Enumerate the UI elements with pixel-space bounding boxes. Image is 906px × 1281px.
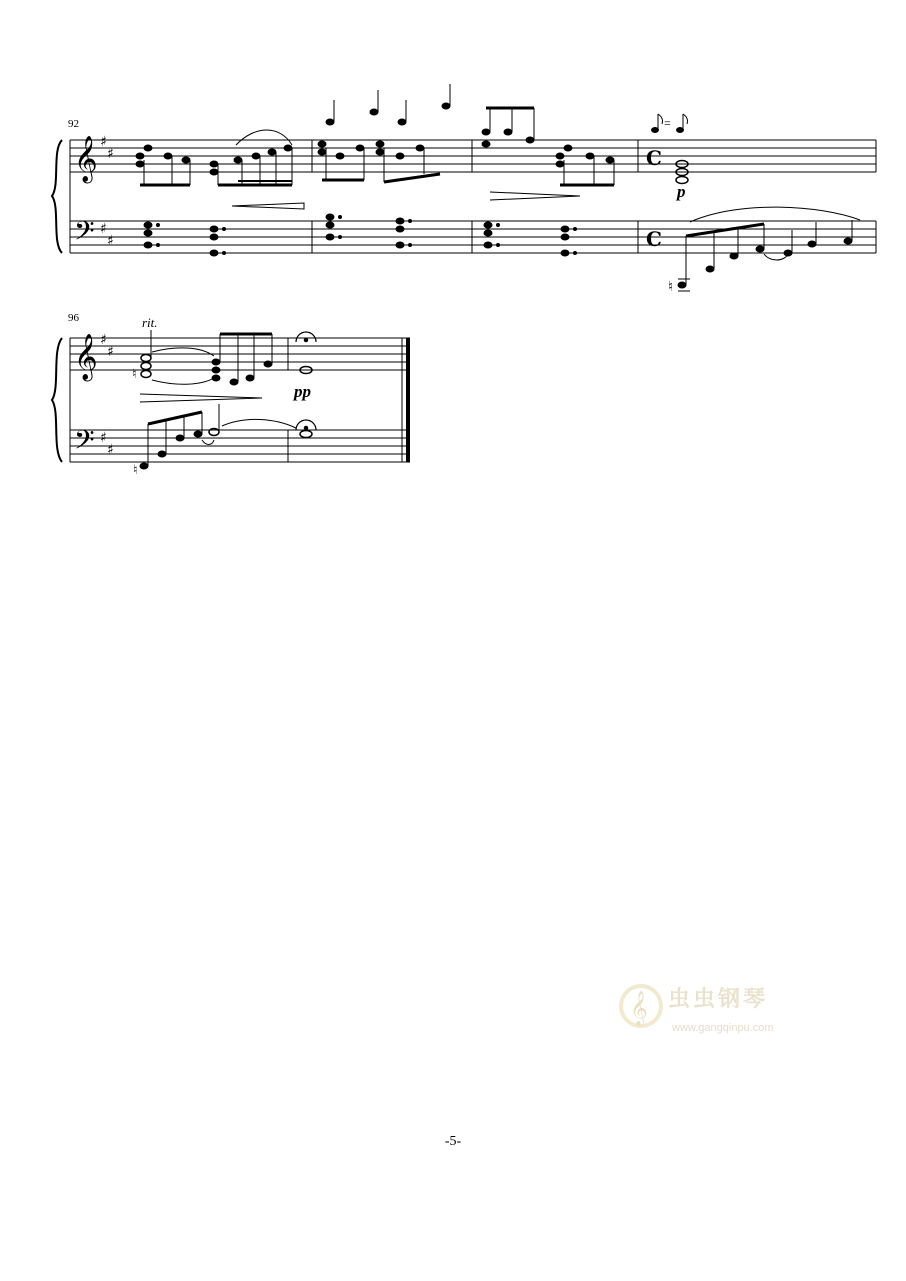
treble-clef-icon: 𝄞 (74, 136, 98, 182)
dynamic-marking-p: p (677, 182, 686, 201)
treble-staff-2 (70, 338, 410, 370)
measure-96-bass (133, 404, 296, 478)
natural-icon: ♮ (668, 279, 674, 295)
common-time-icon: C (646, 146, 662, 170)
treble-staff-1 (70, 140, 876, 172)
watermark-url: www.gangqinpu.com (672, 1022, 774, 1034)
measure-96-treble (132, 330, 272, 402)
measure-94-treble (482, 108, 614, 200)
clefs-system-1 (74, 134, 662, 253)
sharp-icon: ♯ (107, 344, 114, 360)
measure-92-treble (136, 130, 304, 209)
bass-clef-icon: 𝄢 (74, 424, 95, 462)
system-1 (52, 140, 876, 253)
treble-clef-logo-icon (618, 974, 664, 1044)
bass-clef-icon: 𝄢 (74, 215, 95, 253)
natural-icon: ♮ (132, 367, 137, 382)
watermark-name: 虫虫钢琴 (668, 986, 769, 1012)
brace (52, 140, 62, 253)
measure-97-bass (296, 420, 316, 438)
tempo-equals-sign: = (664, 116, 671, 130)
bass-staff-2 (70, 430, 410, 462)
sharp-icon: ♯ (100, 332, 107, 348)
sharp-icon: ♯ (100, 221, 107, 237)
tempo-marking: rit. (142, 315, 158, 330)
sharp-icon: ♯ (100, 134, 107, 150)
natural-icon: ♮ (133, 463, 138, 478)
watermark (618, 974, 818, 1044)
bass-chords-system-1 (144, 214, 577, 256)
common-time-icon: C (646, 227, 662, 251)
sharp-icon: ♯ (107, 442, 114, 458)
measure-number-92: 92 (68, 118, 79, 130)
sharp-icon: ♯ (107, 233, 114, 249)
dynamic-marking-pp: pp (294, 382, 311, 401)
sharp-icon: ♯ (107, 146, 114, 162)
measure-95-bass (668, 207, 860, 295)
sharp-icon: ♯ (100, 430, 107, 446)
measure-93-treble (318, 84, 450, 182)
measure-number-96: 96 (68, 312, 79, 324)
clefs-system-2 (74, 332, 114, 462)
brace (52, 338, 62, 462)
page-number: -5- (444, 1134, 462, 1149)
svg-text:𝄞: 𝄞 (630, 991, 648, 1026)
treble-clef-icon: 𝄞 (74, 334, 98, 380)
